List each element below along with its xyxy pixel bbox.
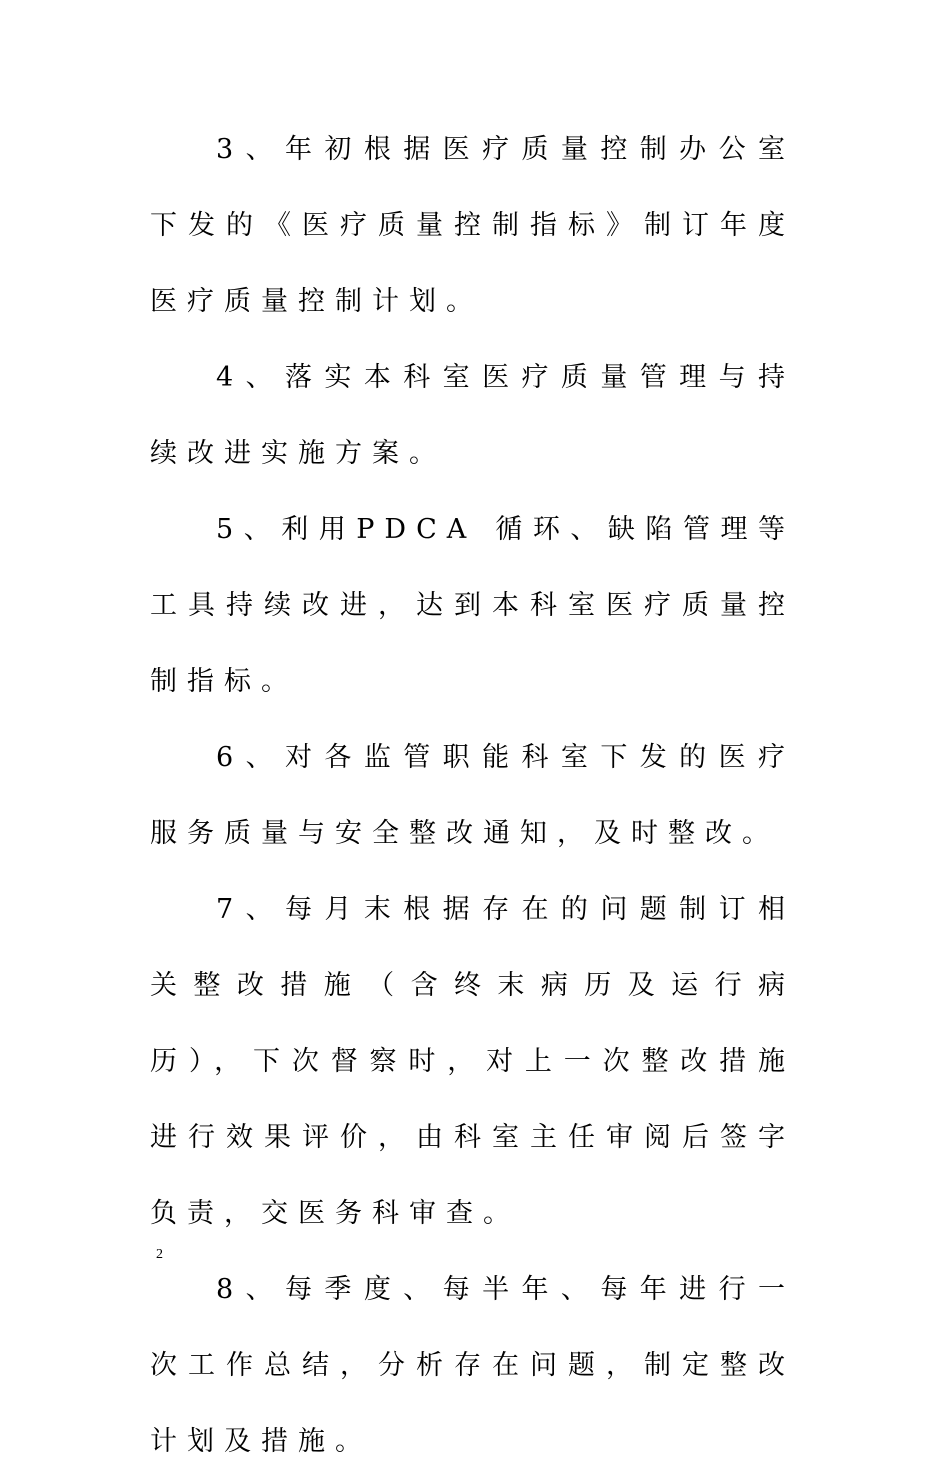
paragraph-item-5: 5、利用PDCA 循环、缺陷管理等工具持续改进，达到本科室医疗质量控制指标。	[150, 514, 795, 697]
paragraph-item-8: 8、每季度、每半年、每年进行一次工作总结，分析存在问题，制定整改计划及措施。	[150, 1274, 795, 1457]
paragraph-item-4: 4、落实本科室医疗质量管理与持续改进实施方案。	[150, 362, 795, 469]
paragraph-item-3: 3、年初根据医疗质量控制办公室下发的《医疗质量控制指标》制订年度医疗质量控制计划。	[150, 134, 795, 317]
paragraph-item-6: 6、对各监管职能科室下发的医疗服务质量与安全整改通知，及时整改。	[150, 742, 795, 849]
paragraph-item-7: 7、每月末根据存在的问题制订相关整改措施（含终末病历及运行病历），下次督察时，对上一次整改措施进行效果评价，由科室主任审阅后签字负责，交医务科审查。	[150, 894, 795, 1229]
document-body	[150, 112, 795, 1480]
page-number: 2	[156, 1247, 163, 1262]
